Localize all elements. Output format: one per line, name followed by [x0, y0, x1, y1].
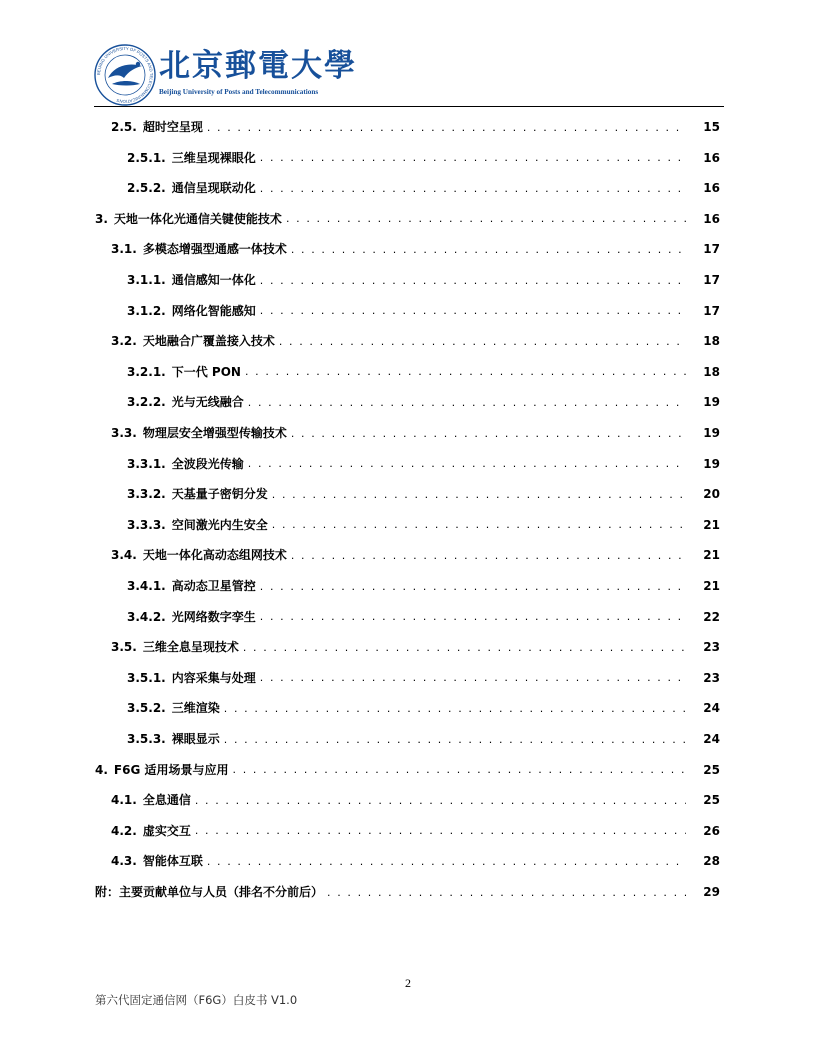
toc-entry-title: 光与无线融合 — [171, 395, 244, 410]
toc-entry-label — [127, 173, 256, 203]
toc-entry[interactable] — [0, 724, 816, 754]
toc-dot-leader — [248, 448, 686, 479]
toc-entry-number: 3.5. — [111, 640, 137, 655]
toc-entry[interactable] — [0, 785, 816, 815]
toc-entry[interactable] — [0, 755, 816, 785]
toc-entry-label — [95, 755, 229, 785]
toc-entry-title: 三维渲染 — [171, 701, 220, 716]
toc-entry-title: 网络化智能感知 — [171, 303, 256, 318]
toc-entry-label — [111, 540, 287, 570]
toc-entry-label — [127, 510, 268, 540]
toc-entry-number: 3.3.1. — [127, 456, 166, 471]
toc-entry[interactable] — [0, 265, 816, 295]
toc-entry-label — [95, 877, 323, 907]
toc-entry[interactable] — [0, 540, 816, 570]
toc-dot-leader — [286, 203, 686, 234]
toc-entry-page: 21 — [703, 517, 720, 532]
toc-entry-label — [111, 816, 191, 846]
toc-entry-title: 附：主要贡献单位与人员（排名不分前后） — [95, 885, 324, 899]
toc-entry-page: 23 — [703, 670, 720, 685]
toc-entry-label — [111, 846, 203, 876]
toc-entry-page: 20 — [703, 487, 720, 502]
toc-entry-number: 3.3.3. — [127, 517, 166, 532]
toc-entry-title: 光网络数字孪生 — [171, 609, 256, 624]
page-number: 2 — [405, 976, 411, 990]
toc-entry[interactable] — [0, 112, 816, 142]
toc-entry-title: 通信呈现联动化 — [171, 181, 256, 196]
toc-dot-leader — [245, 356, 686, 387]
toc-entry-page: 22 — [703, 609, 720, 624]
toc-entry[interactable] — [0, 877, 816, 907]
toc-entry[interactable] — [0, 571, 816, 601]
toc-dot-leader — [260, 662, 686, 693]
toc-entry-title: 天地一体化高动态组网技术 — [142, 548, 287, 563]
toc-entry-page: 25 — [703, 762, 720, 777]
toc-entry-title: 天地一体化光通信关键使能技术 — [113, 211, 282, 226]
toc-entry-label — [127, 693, 220, 723]
toc-dot-leader — [207, 112, 686, 143]
toc-entry-label — [127, 479, 268, 509]
toc-entry-title: 物理层安全增强型传输技术 — [142, 426, 287, 440]
toc-entry-page: 15 — [703, 120, 720, 134]
toc-entry-page: 21 — [703, 548, 720, 563]
toc-entry[interactable] — [0, 816, 816, 846]
toc-entry-title: 通信感知一体化 — [171, 273, 256, 287]
toc-entry[interactable] — [0, 846, 816, 876]
toc-entry[interactable] — [0, 632, 816, 662]
toc-entry-page: 18 — [703, 334, 720, 349]
toc-entry-number: 3.5.3. — [127, 732, 166, 746]
university-name-en: Beijing University of Posts and Telecommunications — [159, 88, 319, 96]
toc-dot-leader — [195, 785, 686, 816]
toc-dot-leader — [291, 234, 686, 265]
toc-entry-number: 4. — [95, 762, 108, 777]
toc-entry[interactable] — [0, 418, 816, 448]
toc-entry-number: 3.2. — [111, 334, 137, 349]
toc-entry-label — [111, 326, 275, 356]
toc-dot-leader — [327, 877, 686, 908]
toc-dot-leader — [260, 601, 686, 632]
toc-dot-leader — [260, 571, 686, 602]
toc-entry-number: 3.3.2. — [127, 487, 166, 502]
toc-entry-label — [127, 449, 244, 479]
toc-entry-page: 24 — [703, 732, 720, 746]
toc-dot-leader — [272, 509, 686, 540]
toc-entry-number: 3.4.2. — [127, 609, 166, 624]
toc-entry-number: 3.1. — [111, 242, 137, 257]
toc-entry-number: 2.5.2. — [127, 181, 166, 196]
toc-dot-leader — [260, 142, 686, 173]
toc-entry-page: 28 — [703, 854, 720, 869]
toc-entry-title: 全息通信 — [142, 793, 191, 808]
toc-entry-number: 2.5.1. — [127, 150, 166, 165]
toc-entry-title: 高动态卫星管控 — [171, 579, 256, 593]
toc-entry-page: 18 — [703, 364, 720, 379]
toc-dot-leader — [260, 265, 686, 296]
toc-entry-page: 24 — [703, 701, 720, 716]
toc-dot-leader — [272, 479, 686, 510]
toc-entry-label — [127, 571, 256, 601]
toc-dot-leader — [233, 754, 687, 785]
toc-entry-number: 2.5. — [111, 120, 137, 134]
toc-entry[interactable] — [0, 387, 816, 417]
toc-entry-title: 下一代 PON — [171, 364, 241, 379]
toc-entry-number: 3.1.2. — [127, 303, 166, 318]
toc-entry[interactable] — [0, 693, 816, 723]
toc-entry-page: 23 — [703, 640, 720, 655]
toc-entry-title: F6G 适用场景与应用 — [113, 762, 229, 777]
toc-dot-leader — [260, 295, 686, 326]
toc-entry-page: 16 — [703, 181, 720, 196]
toc-entry-label — [127, 143, 256, 173]
toc-dot-leader — [279, 326, 686, 357]
toc-entry-label — [111, 418, 287, 448]
toc-entry-title: 智能体互联 — [142, 854, 203, 869]
toc-dot-leader — [248, 387, 686, 418]
toc-entry-label — [127, 387, 244, 417]
toc-entry-number: 3.4.1. — [127, 579, 166, 593]
toc-entry-label — [127, 265, 256, 295]
toc-entry-page: 25 — [703, 793, 720, 808]
toc-entry[interactable] — [0, 449, 816, 479]
toc-dot-leader — [291, 418, 686, 449]
header-divider — [94, 106, 724, 107]
toc-entry[interactable] — [0, 663, 816, 693]
toc-entry-label — [127, 602, 256, 632]
toc-entry-title: 全波段光传输 — [171, 456, 244, 471]
toc-entry-number: 3.4. — [111, 548, 137, 563]
toc-entry-page: 17 — [703, 273, 720, 287]
toc-entry-title: 内容采集与处理 — [171, 670, 256, 685]
toc-entry-page: 17 — [703, 303, 720, 318]
toc-entry-label — [111, 234, 287, 264]
toc-entry-number: 3.2.2. — [127, 395, 166, 410]
toc-entry-number: 4.2. — [111, 823, 137, 838]
toc-entry-label — [127, 724, 220, 754]
toc-entry-number: 3.5.1. — [127, 670, 166, 685]
toc-entry-label — [127, 296, 256, 326]
toc-entry-title: 虚实交互 — [142, 823, 191, 838]
toc-entry-title: 裸眼显示 — [171, 732, 220, 746]
toc-entry[interactable] — [0, 357, 816, 387]
toc-entry-title: 天基量子密钥分发 — [171, 487, 268, 502]
toc-entry-title: 天地融合广覆盖接入技术 — [142, 334, 275, 349]
toc-entry-number: 3.5.2. — [127, 701, 166, 716]
toc-entry-page: 16 — [703, 211, 720, 226]
toc-entry[interactable] — [0, 143, 816, 173]
toc-dot-leader — [224, 693, 686, 724]
toc-entry-number: 3.1.1. — [127, 273, 166, 287]
toc-entry-number: 3. — [95, 211, 108, 226]
university-seal-logo — [94, 44, 156, 106]
toc-entry-page: 19 — [703, 395, 720, 410]
toc-entry-number: 3.3. — [111, 426, 137, 440]
toc-entry-label — [127, 663, 256, 693]
toc-entry-label — [127, 357, 241, 387]
toc-dot-leader — [243, 632, 686, 663]
toc-dot-leader — [291, 540, 686, 571]
toc-entry[interactable] — [0, 173, 816, 203]
toc-entry-number: 3.2.1. — [127, 364, 166, 379]
toc-dot-leader — [207, 846, 686, 877]
toc-entry[interactable] — [0, 296, 816, 326]
toc-entry-title: 三维呈现裸眼化 — [171, 150, 256, 165]
toc-entry-label — [111, 632, 239, 662]
toc-entry-page: 19 — [703, 426, 720, 440]
toc-entry-number: 4.1. — [111, 793, 137, 808]
toc-entry-title: 空间激光内生安全 — [171, 517, 268, 532]
toc-dot-leader — [260, 173, 686, 204]
toc-entry-title: 超时空呈现 — [142, 120, 203, 134]
toc-entry[interactable] — [0, 479, 816, 509]
footer-title: 第六代固定通信网（F6G）白皮书 V1.0 — [95, 993, 298, 1007]
toc-dot-leader — [195, 815, 686, 846]
toc-entry-page: 16 — [703, 150, 720, 165]
toc-entry-label — [95, 204, 282, 234]
toc-entry-page: 17 — [703, 242, 720, 257]
toc-entry-page: 21 — [703, 579, 720, 593]
svg-text:BEIJING UNIVERSITY OF POSTS AN: BEIJING UNIVERSITY OF POSTS AND TELECOMMUNICATIONS — [95, 45, 155, 105]
university-name-cn: 北京郵電大學 — [159, 48, 357, 84]
toc-entry-title: 多模态增强型通感一体技术 — [142, 242, 287, 257]
toc-entry-page: 19 — [703, 456, 720, 471]
toc-entry[interactable] — [0, 326, 816, 356]
toc-entry-number: 4.3. — [111, 854, 137, 869]
toc-entry-page: 26 — [703, 823, 720, 838]
toc-entry[interactable] — [0, 234, 816, 264]
toc-entry[interactable] — [0, 510, 816, 540]
toc-entry[interactable] — [0, 602, 816, 632]
toc-entry-title: 三维全息呈现技术 — [142, 640, 239, 655]
toc-entry-label — [111, 112, 203, 142]
toc-entry-page: 29 — [703, 885, 720, 899]
page-header — [94, 42, 724, 108]
toc-entry[interactable] — [0, 204, 816, 234]
toc-entry-label — [111, 785, 191, 815]
toc-dot-leader — [224, 724, 686, 755]
